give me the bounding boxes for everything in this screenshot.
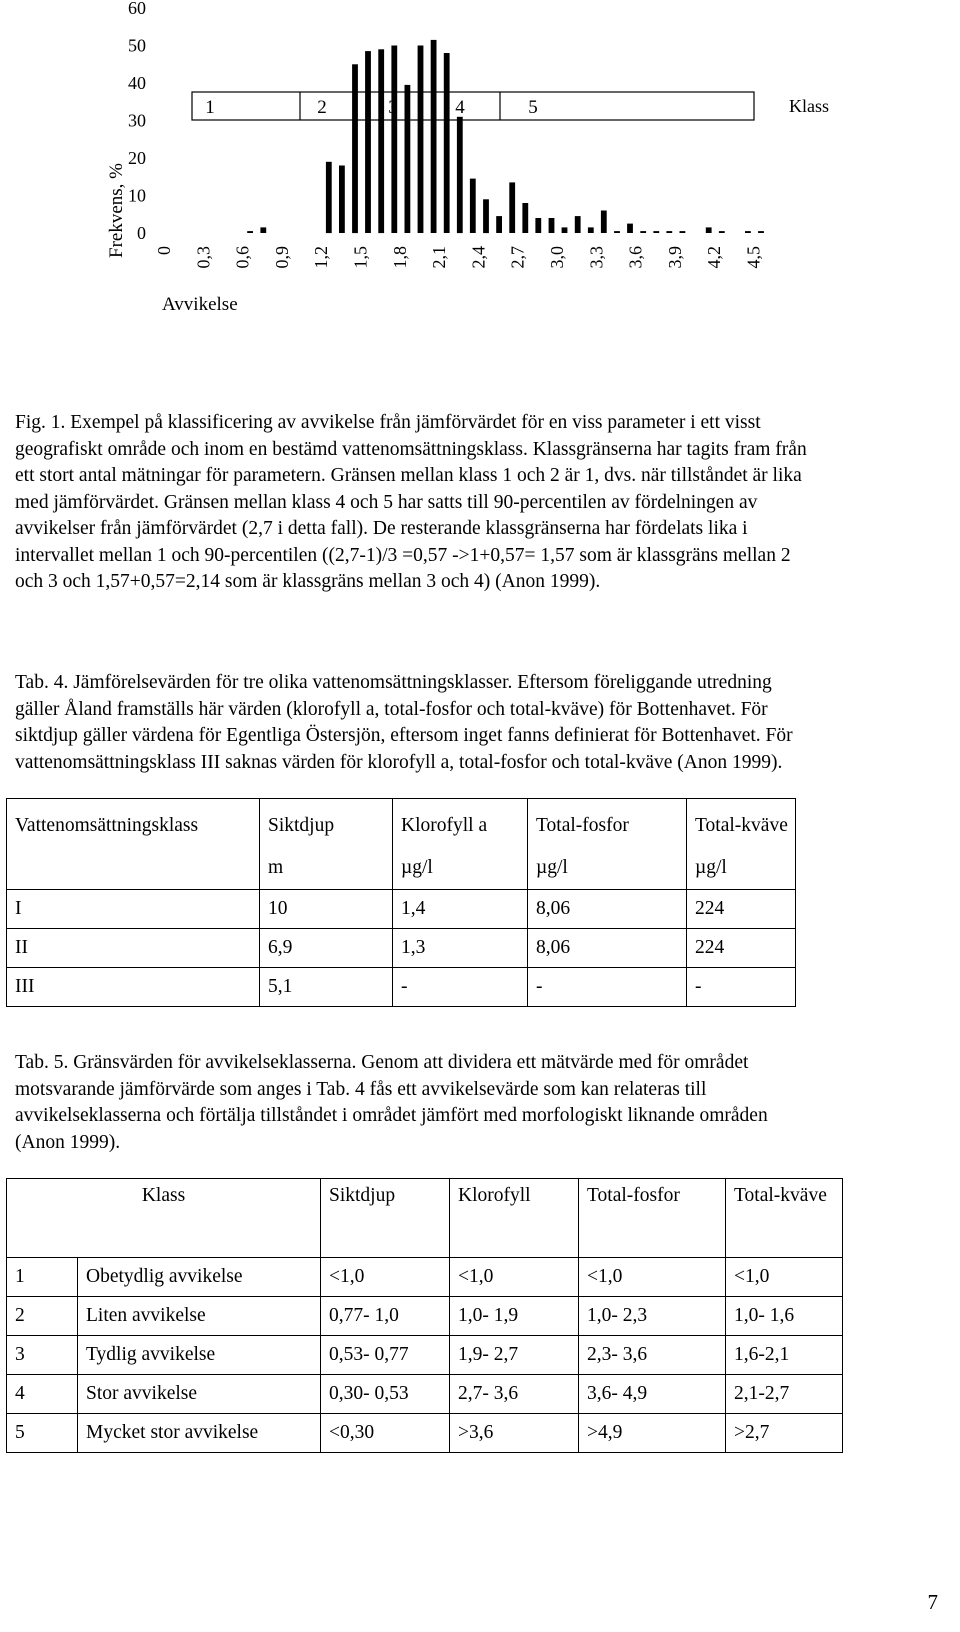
klass-scale-box [192,92,754,120]
bar [562,227,568,233]
table-cell: 3 [7,1336,78,1375]
x-tick-label: 3,3 [586,246,607,269]
x-tick-label: 2,4 [468,246,489,269]
figure-1-caption [15,410,958,596]
table-cell: 5 [7,1414,78,1453]
table-cell: <1,0 [726,1258,843,1297]
y-tick-label: 10 [128,185,146,206]
text-line: siktdjup gäller värdena för Egentliga Östersjön, eftersom inget fanns definierat för Bottenhavet. För [15,725,793,746]
table-cell: 3,6- 4,9 [579,1375,726,1414]
table-cell: 0,53- 0,77 [321,1336,450,1375]
bar [326,162,332,233]
table-row [7,929,796,968]
table-cell: 1,9- 2,7 [450,1336,579,1375]
bar [666,231,672,233]
table-cell: 1,0- 1,9 [450,1297,579,1336]
header-total-kvave: Total-kväve µg/l [687,799,796,890]
x-tick-label: 0,6 [232,246,253,269]
y-tick-label: 40 [128,73,146,93]
table-row [7,968,796,1007]
text-line: intervallet mellan 1 och 90-percentilen ((2,7-1)/3 =0,57 ->1+0,57= 1,57 som är klassgräns mellan 2 [15,544,791,566]
bar [627,224,633,233]
table-cell: Stor avvikelse [78,1375,321,1414]
table-cell: 6,9 [260,929,393,968]
bar [418,46,424,234]
table-cell: >3,6 [450,1414,579,1453]
table-cell: Tydlig avvikelse [78,1336,321,1375]
table-cell: Mycket stor avvikelse [78,1414,321,1453]
table-row [7,1258,843,1297]
header-siktdjup: Siktdjup [321,1179,450,1258]
text-line: geografiskt område och inom en bestämd vattenomsättningsklass. Klassgränserna har tagits fram från [15,438,807,460]
bar [378,49,384,233]
header-total-fosfor: Total-fosfor µg/l [528,799,687,890]
table-cell: 1,4 [393,890,528,929]
x-tick-label: 0 [154,246,174,255]
bar [405,85,411,233]
table-cell: 1,0- 2,3 [579,1297,726,1336]
text-line: och 3 och 1,57+0,57=2,14 som är klassgräns mellan 3 och 4) (Anon 1999). [15,571,601,592]
x-tick-label: 3,6 [625,246,646,269]
page-number: 7 [927,1590,938,1614]
table-4-caption [15,670,958,776]
text-line: Tab. 5. Gränsvärden för avvikelseklasserna. Genom att dividera ett mätvärde med för området [15,1052,749,1073]
header-total-fosfor: Total-fosfor [579,1179,726,1258]
bar [247,231,253,233]
histogram-bars [247,40,764,233]
table-cell: <1,0 [321,1258,450,1297]
table-cell: 224 [687,890,796,929]
bar [614,231,620,233]
table-cell: 2,7- 3,6 [450,1375,579,1414]
x-tick-label: 1,2 [311,246,332,269]
x-tick-label: 0,9 [271,246,292,269]
text-line: (Anon 1999). [15,1131,121,1153]
bar [509,182,515,233]
table-cell: >2,7 [726,1414,843,1453]
bar [444,53,450,233]
header-klass: Klass [7,1179,321,1258]
table-cell: Liten avvikelse [78,1297,321,1336]
table-cell: 1 [7,1258,78,1297]
text-line: Tab. 4. Jämförelsevärden för tre olika vattenomsättningsklasser. Eftersom föreliggande utredning [15,672,772,693]
header-klorofyll: Klorofyll [450,1179,579,1258]
y-tick-label: 50 [128,35,146,56]
bar [758,231,764,233]
table-cell: - [687,968,796,1007]
table-header-row [7,799,796,890]
table-cell: 2,3- 3,6 [579,1336,726,1375]
bar [588,227,594,233]
table-cell: 2 [7,1297,78,1336]
klass-scale-label: Klass [789,96,829,116]
bar [706,227,712,233]
text-line: ett stort antal mätningar för parametern. Gränsen mellan klass 1 och 2 är 1, dvs. när tillståndet är lika [15,465,802,486]
bar [352,64,358,233]
table-cell: 1,3 [393,929,528,968]
header-total-kvave: Total-kväve [726,1179,843,1258]
table-header-row [7,1179,843,1258]
bar [653,231,659,233]
text-line: vattenomsättningsklass III saknas värden för klorofyll a, total-fosfor och total-kväve (Anon 1999). [15,751,783,773]
bar [575,216,581,233]
bar [680,231,686,233]
table-cell: 1,6-2,1 [726,1336,843,1375]
table-cell: 8,06 [528,890,687,929]
klass-number: 2 [317,97,327,118]
table-row [7,1297,843,1336]
header-klorofyll-a: Klorofyll a µg/l [393,799,528,890]
bar [391,46,397,234]
table-cell: - [528,968,687,1007]
table-5-class-limits [6,1178,843,1453]
x-tick-label: 0,3 [193,246,214,269]
x-tick-label: 3,0 [547,246,567,269]
x-tick-label: 2,7 [507,246,528,269]
table-row [7,1336,843,1375]
table-cell: 2,1-2,7 [726,1375,843,1414]
bar [260,227,266,233]
x-tick-label: 1,5 [350,246,371,269]
table-cell: <1,0 [450,1258,579,1297]
klass-number: 4 [455,97,465,118]
table-cell: 10 [260,890,393,929]
bar [522,203,528,233]
table-cell: 4 [7,1375,78,1414]
text-line: motsvarande jämförvärde som anges i Tab. 4 fås ett avvikelsevärde som kan relateras till [15,1078,707,1100]
x-tick-label: 4,5 [743,246,764,269]
bar [339,166,345,234]
table-cell: 5,1 [260,968,393,1007]
text-line: gäller Åland framställs här värden (klorofyll a, total-fosfor och total-kväve) för Bottenhavet. För [15,698,768,720]
x-tick-label: 4,2 [704,246,725,269]
table-cell: 224 [687,929,796,968]
table-cell: III [7,968,260,1007]
klass-number: 3 [388,97,398,118]
table-cell: <1,0 [579,1258,726,1297]
bar [365,51,371,233]
bar [470,179,476,233]
y-tick-label: 60 [128,0,146,18]
table-row [7,1414,843,1453]
y-tick-labels [128,0,146,243]
x-tick-label: 1,8 [389,246,410,269]
bar [601,211,607,234]
table-cell: I [7,890,260,929]
klass-number: 5 [528,97,538,118]
bar [535,218,541,233]
klass-number: 1 [205,97,215,118]
x-tick-labels [154,246,764,269]
table-cell: II [7,929,260,968]
header-vattenomsattningsklass: Vattenomsättningsklass [7,799,260,890]
bar [549,218,555,233]
klass-scale [205,92,538,120]
y-tick-label: 20 [128,148,146,168]
table-cell: 1,0- 1,6 [726,1297,843,1336]
x-axis-label: Avvikelse [162,294,238,315]
table-4-reference-values [6,798,796,1007]
text-line: med jämförvärdet. Gränsen mellan klass 4 och 5 har satts till 90-percentilen av fördelningen av [15,491,758,513]
table-row [7,890,796,929]
table-cell: - [393,968,528,1007]
table-cell: 8,06 [528,929,687,968]
table-row [7,1375,843,1414]
table-cell: 0,30- 0,53 [321,1375,450,1414]
table-cell: <0,30 [321,1414,450,1453]
bar [496,216,502,233]
bar [431,40,437,233]
table-cell: >4,9 [579,1414,726,1453]
text-line: avvikelseklasserna och förtälja tillståndet i området jämfört med morfologiskt liknande områden [15,1105,768,1126]
x-tick-label: 3,9 [664,246,685,269]
bar [719,231,725,233]
bar [745,231,751,233]
bar [457,117,463,233]
header-siktdjup: Siktdjup m [260,799,393,890]
table-cell: Obetydlig avvikelse [78,1258,321,1297]
histogram-chart [0,0,960,420]
bar [483,199,489,233]
table-cell: 0,77- 1,0 [321,1297,450,1336]
bar [640,231,646,233]
y-tick-label: 30 [128,110,146,131]
table-5-caption [15,1050,958,1156]
text-line: Fig. 1. Exempel på klassificering av avvikelse från jämförvärdet för en viss parameter i ett visst [15,412,761,433]
y-tick-label: 0 [137,223,146,243]
text-line: avvikelser från jämförvärdet (2,7 i detta fall). De resterande klassgränserna har fördelats lika i [15,518,748,539]
x-tick-label: 2,1 [429,246,450,269]
y-axis-label: Frekvens, % [106,163,127,258]
